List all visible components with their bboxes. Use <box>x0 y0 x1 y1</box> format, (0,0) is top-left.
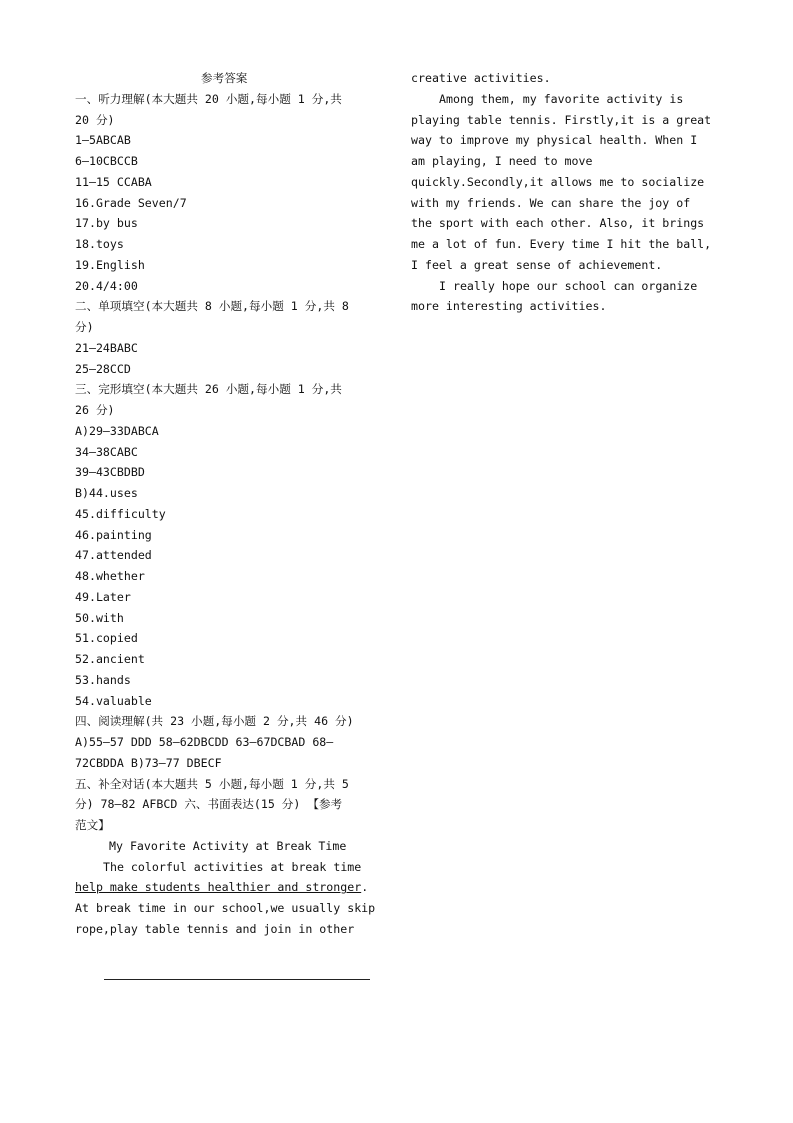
section-heading-writing: 分) 78—82 AFBCD 六、书面表达(15 分) 【参考 <box>75 797 343 812</box>
essay-line: quickly.Secondly,it allows me to socialize <box>411 174 705 189</box>
answer-line: 47.attended <box>75 548 152 563</box>
essay-line: playing table tennis. Firstly,it is a great <box>411 112 712 127</box>
essay-line: me a lot of fun. Every time I hit the ball, <box>411 237 712 251</box>
model-essay-label: 范文】 <box>75 818 110 832</box>
essay-line: Among them, my favorite activity is <box>439 91 684 106</box>
answer-line: 16.Grade Seven/7 <box>75 195 187 210</box>
right-column <box>411 68 716 317</box>
answer-line: 18.toys <box>75 237 124 251</box>
essay-line: the sport with each other. Also, it brings <box>411 216 705 231</box>
essay-line: rope,play table tennis and join in other <box>75 921 355 936</box>
essay-line: creative activities. <box>411 71 551 85</box>
essay-line: The colorful activities at break time <box>103 859 362 874</box>
essay-punctuation: . <box>361 880 369 895</box>
section-heading-reading: 四、阅读理解(共 23 小题,每小题 2 分,共 46 分) <box>75 714 354 729</box>
essay-line: At break time in our school,we usually skip <box>75 901 376 915</box>
answer-line: 53.hands <box>75 672 131 687</box>
section-heading-cloze: 三、完形填空(本大题共 26 小题,每小题 1 分,共 <box>75 382 342 397</box>
answer-line: 20.4/4:00 <box>75 278 138 293</box>
answer-line: 6—10CBCCB <box>75 154 138 168</box>
section-heading-listening-cont: 20 分) <box>75 112 115 127</box>
section-heading-cloze-cont: 26 分) <box>75 403 115 417</box>
essay-title: My Favorite Activity at Break Time <box>109 838 347 853</box>
page-title: 参考答案 <box>201 71 248 85</box>
section-heading-single-choice-cont: 分) <box>75 320 94 334</box>
answer-line: 49.Later <box>75 589 131 604</box>
section-heading-single-choice: 二、单项填空(本大题共 8 小题,每小题 1 分,共 8 <box>75 299 349 314</box>
answer-line: 52.ancient <box>75 652 145 666</box>
essay-line: I feel a great sense of achievement. <box>411 257 663 272</box>
answer-line: 51.copied <box>75 631 138 646</box>
essay-line: am playing, I need to move <box>411 154 593 168</box>
answer-line: 25—28CCD <box>75 361 131 376</box>
essay-line: with my friends. We can share the joy of <box>411 195 691 210</box>
answer-line: 45.difficulty <box>75 506 166 521</box>
essay-line: I really hope our school can organize <box>439 278 698 293</box>
answer-line: 72CBDDA B)73—77 DBECF <box>75 755 222 770</box>
answer-line: 17.by bus <box>75 216 138 231</box>
essay-underlined-phrase: help make students healthier and stronger <box>75 880 362 895</box>
left-column <box>75 68 380 940</box>
footnote-divider <box>104 979 370 980</box>
answer-line: 34—38CABC <box>75 444 138 459</box>
answer-line: 54.valuable <box>75 693 152 708</box>
answer-line: A)29—33DABCA <box>75 423 159 438</box>
essay-line: way to improve my physical health. When I <box>411 133 698 148</box>
section-heading-dialogue: 五、补全对话(本大题共 5 小题,每小题 1 分,共 5 <box>75 776 349 791</box>
answer-line: 48.whether <box>75 569 145 583</box>
essay-line <box>75 877 380 898</box>
answer-line: 50.with <box>75 610 124 625</box>
answer-line: 39—43CBDBD <box>75 465 145 480</box>
essay-line: more interesting activities. <box>411 299 607 314</box>
answer-line: B)44.uses <box>75 486 138 500</box>
answer-line: 46.painting <box>75 527 152 542</box>
answer-line: A)55—57 DDD 58—62DBCDD 63—67DCBAD 68— <box>75 735 334 749</box>
answer-line: 19.English <box>75 257 145 272</box>
answer-line: 1—5ABCAB <box>75 133 131 148</box>
answer-line: 21—24BABC <box>75 340 138 355</box>
section-heading-listening: 一、听力理解(本大题共 20 小题,每小题 1 分,共 <box>75 91 342 106</box>
answer-line: 11—15 CCABA <box>75 174 152 189</box>
